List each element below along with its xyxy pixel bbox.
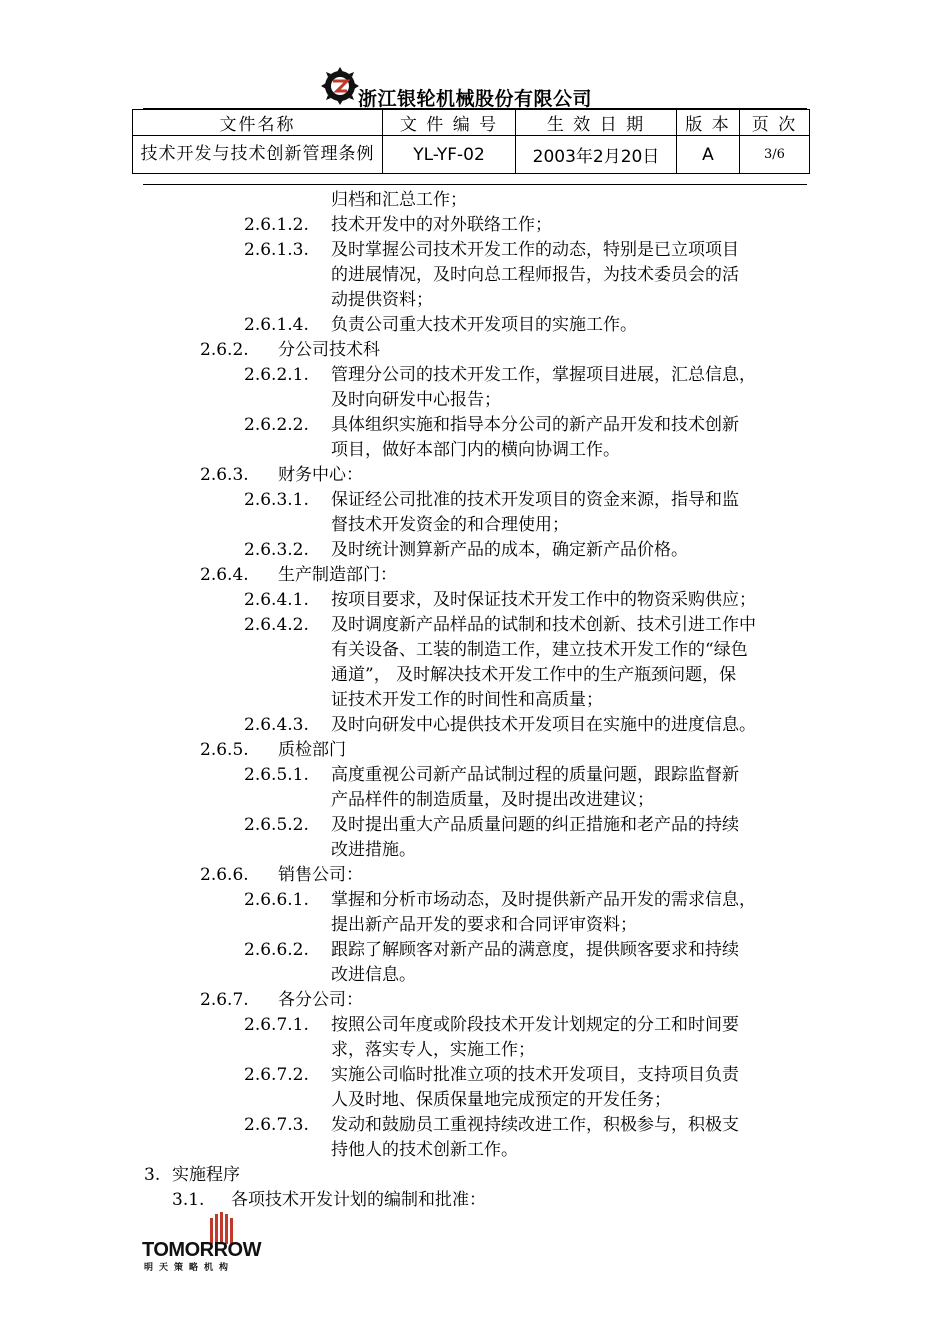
text-line: 按项目要求，及时保证技术开发工作中的物资采购供应； [331,590,756,610]
col-doc-no: 文 件 编 号 [383,110,516,136]
text-line: 通道”， 及时解决技术开发工作中的生产瓶颈问题，保 [331,665,737,685]
item-number: 2.6.5.1. [244,765,309,785]
section-number: 3.1. [172,1190,205,1210]
text-line: 管理分公司的技术开发工作，掌握项目进展，汇总信息， [331,365,756,385]
section-title: 各分公司： [278,990,363,1010]
item-number: 2.6.3.1. [244,490,309,510]
header-top-rule [143,108,807,109]
text-line: 及时调度新产品样品的试制和技术创新、技术引进工作中 [331,615,756,635]
item-number: 2.6.1.2. [244,215,309,235]
section-title: 生产制造部门： [278,565,397,585]
section-number: 2.6.5. [200,740,249,760]
item-number: 2.6.2.1. [244,365,309,385]
col-doc-name: 文件名称 [133,110,383,136]
page-value: 3/6 [740,136,810,174]
text-line: 高度重视公司新产品试制过程的质量问题，跟踪监督新 [331,765,739,785]
text-line: 及时提出重大产品质量问题的纠正措施和老产品的持续 [331,815,739,835]
section-title: 销售公司： [278,865,363,885]
text-line: 动提供资料； [331,290,433,310]
text-line: 项目，做好本部门内的横向协调工作。 [331,440,620,460]
col-date: 生 效 日 期 [516,110,677,136]
text-line: 求，落实专人，实施工作； [331,1040,535,1060]
version-value: A [677,136,740,174]
text-line: 人及时地、保质保量地完成预定的开发任务； [331,1090,671,1110]
item-number: 2.6.6.2. [244,940,309,960]
text-line: 改进信息。 [331,965,416,985]
section-number: 2.6.7. [200,990,249,1010]
text-line: 及时向研发中心提供技术开发项目在实施中的进度信息。 [331,715,756,735]
doc-name-value: 技术开发与技术创新管理条例 [133,136,383,174]
text-line: 有关设备、工装的制造工作，建立技术开发工作的“绿色 [331,640,748,660]
text-line: 发动和鼓励员工重视持续改进工作，积极参与，积极支 [331,1115,739,1135]
section-title: 质检部门 [278,740,346,760]
text-line: 实施公司临时批准立项的技术开发项目，支持项目负责 [331,1065,739,1085]
company-name: 浙江银轮机械股份有限公司 [358,88,593,110]
section-title: 财务中心： [278,465,363,485]
text-line: 督技术开发资金的和合理使用； [331,515,569,535]
chapter-number: 3. [144,1165,161,1185]
brand-text: TOMORROW [142,1239,261,1261]
text-line: 归档和汇总工作； [331,190,467,210]
item-number: 2.6.7.1. [244,1015,309,1035]
text-line: 按照公司年度或阶段技术开发计划规定的分工和时间要 [331,1015,739,1035]
text-line: 及时掌握公司技术开发工作的动态，特别是已立项项目 [331,240,739,260]
section-title: 分公司技术科 [278,340,380,360]
text-line: 改进措施。 [331,840,416,860]
text-line: 产品样件的制造质量，及时提出改进建议； [331,790,654,810]
item-number: 2.6.2.2. [244,415,309,435]
text-line: 保证经公司批准的技术开发项目的资金来源，指导和监 [331,490,739,510]
text-line: 及时统计测算新产品的成本，确定新产品价格。 [331,540,688,560]
header-bottom-rule [143,184,807,185]
footer-brand-logo [142,1210,302,1272]
section-number: 2.6.2. [200,340,249,360]
chapter-title: 实施程序 [172,1165,240,1185]
text-line: 技术开发中的对外联络工作； [331,215,552,235]
text-line: 的进展情况，及时向总工程师报告，为技术委员会的活 [331,265,739,285]
section-number: 2.6.4. [200,565,249,585]
item-number: 2.6.4.1. [244,590,309,610]
item-number: 2.6.1.4. [244,315,309,335]
item-number: 2.6.4.3. [244,715,309,735]
text-line: 证技术开发工作的时间性和高质量； [331,690,603,710]
col-page: 页 次 [740,110,810,136]
text-line: 提出新产品开发的要求和合同评审资料； [331,915,637,935]
item-number: 2.6.5.2. [244,815,309,835]
document-header-table [132,109,810,174]
item-number: 2.6.7.3. [244,1115,309,1135]
text-line: 负责公司重大技术开发项目的实施工作。 [331,315,637,335]
section-title: 各项技术开发计划的编制和批准： [231,1190,486,1210]
brand-text-cn: 明天策略机构 [144,1263,235,1272]
item-number: 2.6.3.2. [244,540,309,560]
item-number: 2.6.4.2. [244,615,309,635]
text-line: 及时向研发中心报告； [331,390,501,410]
text-line: 掌握和分析市场动态，及时提供新产品开发的需求信息， [331,890,756,910]
text-line: 具体组织实施和指导本分公司的新产品开发和技术创新 [331,415,739,435]
company-logo [320,66,360,106]
item-number: 2.6.7.2. [244,1065,309,1085]
section-number: 2.6.6. [200,865,249,885]
text-line: 持他人的技术创新工作。 [331,1140,518,1160]
item-number: 2.6.1.3. [244,240,309,260]
doc-no-value: YL-YF-02 [383,136,516,174]
item-number: 2.6.6.1. [244,890,309,910]
section-number: 2.6.3. [200,465,249,485]
date-value: 2003年2月20日 [516,136,677,174]
col-version: 版 本 [677,110,740,136]
text-line: 跟踪了解顾客对新产品的满意度，提供顾客要求和持续 [331,940,739,960]
